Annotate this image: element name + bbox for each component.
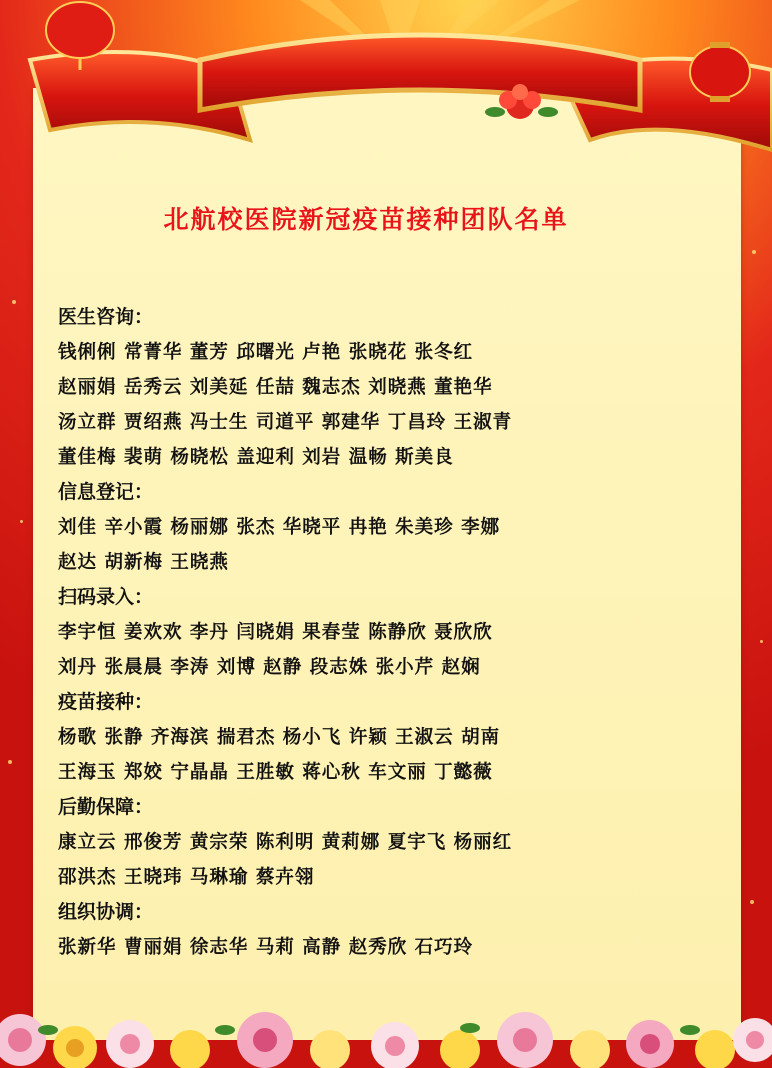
name-line: 赵丽娟 岳秀云 刘美延 任喆 魏志杰 刘晓燕 董艳华 xyxy=(58,377,493,398)
section-title: 医生咨询： xyxy=(58,306,154,328)
section-info-registration xyxy=(58,475,748,580)
name-line: 董佳梅 裴萌 杨晓松 盖迎利 刘岩 温畅 斯美良 xyxy=(58,447,454,468)
peony-border-decoration xyxy=(0,1000,772,1068)
sparkle-decoration xyxy=(750,900,754,904)
section-vaccination xyxy=(58,685,748,790)
name-line: 张新华 曹丽娟 徐志华 马莉 高静 赵秀欣 石巧玲 xyxy=(58,937,474,958)
lantern-icon xyxy=(680,40,760,110)
sparkle-decoration xyxy=(8,760,12,764)
name-line: 康立云 邢俊芳 黄宗荣 陈利明 黄莉娜 夏宇飞 杨丽红 xyxy=(58,832,513,853)
section-title: 后勤保障： xyxy=(58,796,154,818)
section-title: 疫苗接种： xyxy=(58,691,154,713)
section-title: 组织协调： xyxy=(58,901,154,923)
sparkle-decoration xyxy=(12,300,16,304)
sparkle-decoration xyxy=(20,520,23,523)
section-logistics xyxy=(58,790,748,895)
name-line: 刘佳 辛小霞 杨丽娜 张杰 华晓平 冉艳 朱美珍 李娜 xyxy=(58,517,501,538)
name-line: 王海玉 郑姣 宁晶晶 王胜敏 蒋心秋 车文丽 丁懿薇 xyxy=(58,762,493,783)
name-line: 钱俐俐 常菁华 董芳 邱曙光 卢艳 张晓花 张冬红 xyxy=(58,342,474,363)
section-doctor-consult xyxy=(58,300,748,475)
name-line: 汤立群 贾绍燕 冯士生 司道平 郭建华 丁昌玲 王淑青 xyxy=(58,412,513,433)
roster-content xyxy=(58,300,748,965)
section-scan-entry xyxy=(58,580,748,685)
lantern-icon xyxy=(40,0,120,70)
sparkle-decoration xyxy=(752,250,756,254)
section-title: 扫码录入： xyxy=(58,586,154,608)
sparkle-decoration xyxy=(760,640,763,643)
page-title: 北航校医院新冠疫苗接种团队名单 xyxy=(163,205,569,234)
name-line: 刘丹 张晨晨 李涛 刘博 赵静 段志姝 张小芹 赵娴 xyxy=(58,657,481,678)
name-line: 杨歌 张静 齐海滨 揣君杰 杨小飞 许颖 王淑云 胡南 xyxy=(58,727,501,748)
name-line: 赵达 胡新梅 王晓燕 xyxy=(58,552,229,573)
section-title: 信息登记： xyxy=(58,481,154,503)
section-coordination xyxy=(58,895,748,965)
name-line: 邵洪杰 王晓玮 马琳瑜 蔡卉翎 xyxy=(58,867,315,888)
name-line: 李宇恒 姜欢欢 李丹 闫晓娟 果春莹 陈静欣 聂欣欣 xyxy=(58,622,493,643)
